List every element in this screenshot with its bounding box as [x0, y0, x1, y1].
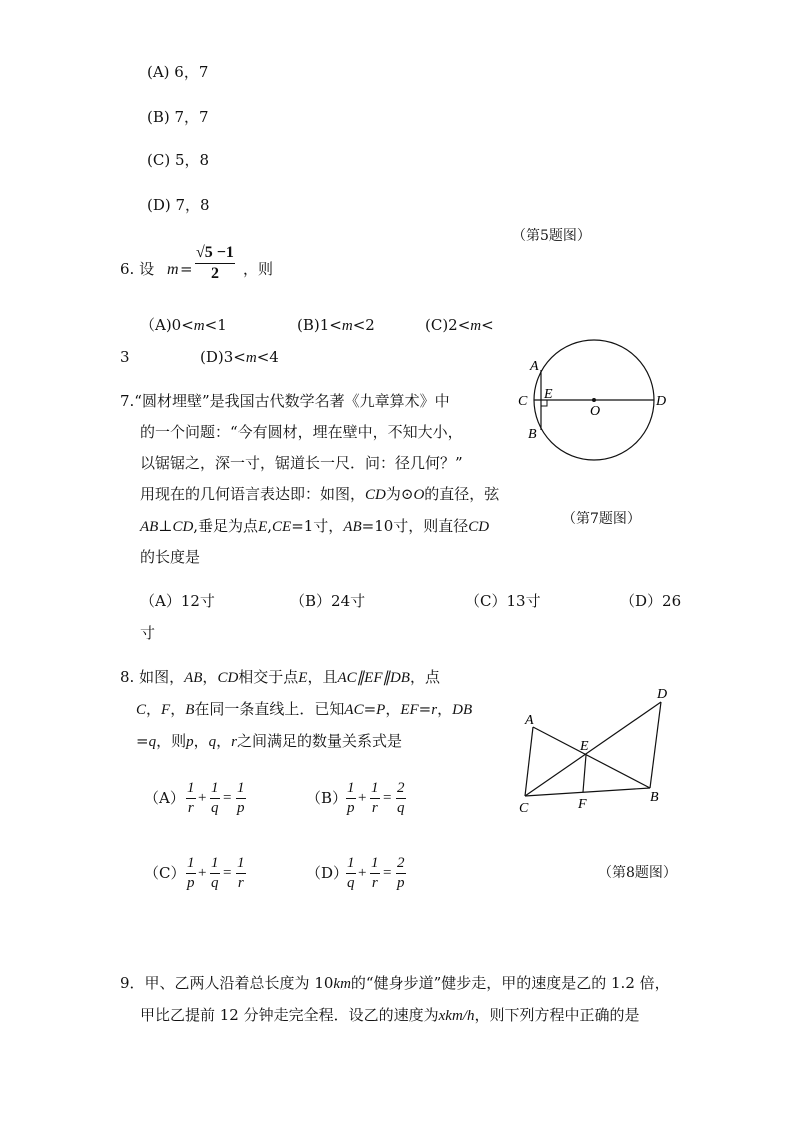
label-d: D	[657, 687, 668, 702]
q5-figure-caption: （第5题图）	[512, 228, 591, 244]
q5-option-c: (C) 5，8	[147, 151, 210, 169]
q7-option-d: （D）26	[620, 592, 682, 610]
segment-bd	[650, 702, 661, 788]
label-f: F	[578, 797, 587, 812]
frac: $\frac{1}{r}$	[237, 855, 245, 891]
q5-option-a: (A) 6，7	[147, 63, 209, 81]
q7-option-d-continued: 寸	[140, 624, 156, 642]
q6-prefix: 6. 设	[120, 260, 155, 278]
q6-suffix: ，则	[243, 260, 274, 278]
q6-option-b: (B)1<m<2	[297, 316, 375, 334]
frac: $\frac{1}{r}$	[371, 780, 379, 816]
frac: $\frac{2}{q}$	[397, 780, 405, 816]
q8-parallel-lines-figure	[512, 684, 692, 819]
q8-line-2: C，F，B在同一条直线上．已知AC=P，EF=r，DB	[136, 700, 473, 718]
q7-circle-figure	[510, 334, 670, 474]
q6-denominator: 2	[210, 265, 219, 282]
q7-line-3: 以锯锯之，深一寸，锯道长一尺．问：径几何？”	[140, 454, 463, 472]
q7-line-5: AB⊥CD,垂足为点E,CE=1寸，AB=10寸，则直径CD	[140, 517, 490, 535]
frac: $\frac{1}{p}$	[187, 855, 195, 891]
q7-line-1: 7.“圆材埋壁”是我国古代数学名著《九章算术》中	[120, 392, 450, 410]
q8-line-3: =q，则p，q，r之间满足的数量关系式是	[136, 732, 402, 750]
q7-line-6: 的长度是	[140, 548, 201, 566]
frac: $\frac{1}{q}$	[347, 855, 355, 891]
label-b: B	[650, 790, 659, 805]
frac: $\frac{1}{p}$	[347, 780, 355, 816]
label-b: B	[528, 427, 537, 442]
frac: $\frac{1}{r}$	[371, 855, 379, 891]
q6-eq: =	[180, 260, 193, 278]
q6-option-c-continued: 3	[120, 348, 130, 366]
frac: $\frac{1}{q}$	[211, 855, 219, 891]
segment-cd	[525, 702, 661, 796]
q7-figure-caption: （第7题图）	[562, 511, 641, 527]
q5-option-d: (D) 7，8	[147, 196, 210, 214]
segment-ef	[583, 755, 586, 792]
q8-figure-caption: （第8题图）	[598, 865, 677, 881]
q6-var-m: m	[167, 261, 179, 278]
q6-option-c: (C)2<m<	[425, 316, 494, 334]
label-o: O	[590, 404, 601, 419]
frac: $\frac{1}{q}$	[211, 780, 219, 816]
label-e: E	[544, 387, 553, 402]
frac: $\frac{1}{r}$	[187, 780, 195, 816]
q9-line-2: 甲比乙提前 12 分钟走完全程．设乙的速度为xkm/h，则下列方程中正确的是	[140, 1006, 640, 1024]
label-a: A	[525, 713, 534, 728]
frac: $\frac{1}{p}$	[237, 780, 245, 816]
q7-line-2: 的一个问题：“今有圆材，埋在壁中，不知大小，	[140, 423, 463, 441]
label-e: E	[580, 739, 589, 754]
q8-line-1: 8. 如图，AB，CD相交于点E，且AC∥EF∥DB，点	[120, 668, 440, 686]
q6-option-a: （A)0<m<1	[140, 316, 227, 334]
segment-cb	[525, 788, 650, 796]
label-d: D	[656, 394, 667, 409]
q6-fraction	[195, 245, 235, 282]
q9-line-1: 9．甲、乙两人沿着总长度为 10km的“健身步道”健步走，甲的速度是乙的 1.2 倍，	[120, 974, 670, 992]
q5-option-b: (B) 7，7	[147, 108, 209, 126]
center-dot	[592, 398, 596, 402]
q6-option-d: (D)3<m<4	[200, 348, 279, 366]
label-c: C	[519, 801, 529, 816]
segment-ac	[525, 727, 533, 796]
q6-numerator: √5 −1	[195, 245, 235, 264]
q7-option-b: （B）24寸	[290, 592, 366, 610]
q7-option-a: （A）12寸	[140, 592, 215, 610]
q7-option-c: （C）13寸	[465, 592, 541, 610]
label-c: C	[518, 394, 528, 409]
label-a: A	[530, 359, 539, 374]
frac: $\frac{2}{p}$	[397, 855, 405, 891]
q7-line-4: 用现在的几何语言表达即：如图，CD为⊙O的直径，弦	[140, 485, 500, 503]
